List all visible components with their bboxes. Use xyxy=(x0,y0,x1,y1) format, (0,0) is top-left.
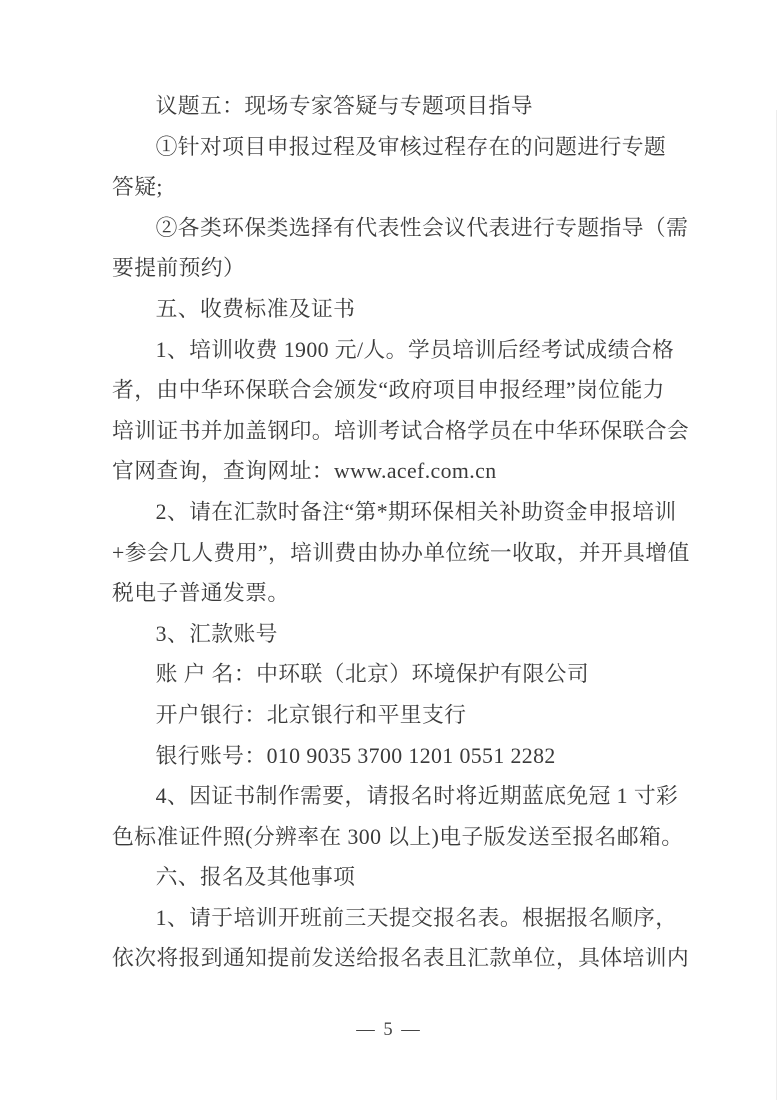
paragraph xyxy=(112,289,704,330)
text-line: 1、培训收费 1900 元/人。学员培训后经考试成绩合格 xyxy=(155,337,675,362)
text-line: 议题五：现场专家答疑与专题项目指导 xyxy=(155,94,533,118)
paragraph xyxy=(112,86,704,127)
text-line: 要提前预约） xyxy=(112,256,246,281)
paragraph xyxy=(112,736,704,777)
text-line: +参会几人费用”，培训费由协办单位统一收取，并开具增值 xyxy=(112,540,690,565)
paragraph xyxy=(112,208,704,289)
text-line: 培训证书并加盖钢印。培训考试合格学员在中华环保联合会 xyxy=(112,418,690,443)
paragraph xyxy=(112,492,704,614)
paragraph xyxy=(112,330,704,492)
text-line: ②各类环保类选择有代表性会议代表进行专题指导（需 xyxy=(155,215,689,240)
paragraph xyxy=(112,127,704,208)
text-line: 4、因证书制作需要，请报名时将近期蓝底免冠 1 寸彩 xyxy=(155,784,679,809)
text-line: ①针对项目申报过程及审核过程存在的问题进行专题 xyxy=(155,134,667,159)
text-line: 者，由中华环保联合会颁发“政府项目申报经理”岗位能力 xyxy=(112,378,665,403)
text-line: 账 户 名：中环联（北京）环境保护有限公司 xyxy=(155,662,590,687)
text-line: 依次将报到通知提前发送给报名表且汇款单位，具体培训内 xyxy=(112,946,690,971)
text-line: 3、汇款账号 xyxy=(155,621,278,646)
paragraph xyxy=(112,898,704,979)
text-line: 六、报名及其他事项 xyxy=(155,865,356,890)
text-line: 税电子普通发票。 xyxy=(112,581,290,606)
paragraph xyxy=(112,857,704,898)
text-line: 答疑; xyxy=(112,175,163,200)
scan-edge-line xyxy=(776,110,777,1100)
text-line: 2、请在汇款时备注“第*期环保相关补助资金申报培训 xyxy=(155,499,677,524)
text-line: 五、收费标准及证书 xyxy=(155,296,356,321)
paragraph xyxy=(112,654,704,695)
paragraph xyxy=(112,776,704,857)
paragraph xyxy=(112,614,704,655)
paragraph xyxy=(112,695,704,736)
text-line: 官网查询，查询网址：www.acef.com.cn xyxy=(112,459,497,484)
text-line: 1、请于培训开班前三天提交报名表。根据报名顺序， xyxy=(155,905,678,930)
page-number: — 5 — xyxy=(356,1020,422,1040)
text-line: 色标准证件照(分辨率在 300 以上)电子版发送至报名邮箱。 xyxy=(112,824,684,849)
text-line: 开户银行：北京银行和平里支行 xyxy=(155,702,467,727)
document-body xyxy=(112,86,704,979)
text-line: 银行账号：010 9035 3700 1201 0551 2282 xyxy=(155,743,556,768)
